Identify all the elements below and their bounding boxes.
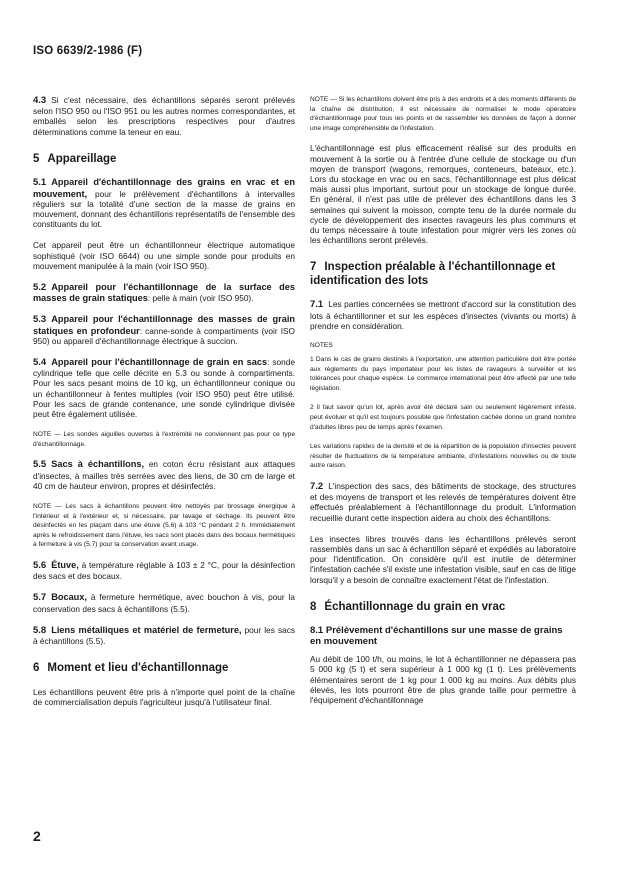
- clause-8-1-paragraph: Au débit de 100 t/h, ou moins, le lot à échantillonner ne dépassera pas 5 000 kg (5 t) et sera supérieur à 1 000 kg (1 t). Les prélèvements élémentaires seront de 1 kg pour 1 000 kg au moins. Aux débits plus élevés, les lots pourront être de plus grande taille pour permettre à l'équipement d'échantillonnage: [310, 654, 576, 706]
- note-7-1-3: Les variations rapides de la densité et de la répartition de la population d'insectes peuvent résulter de fluctuations de la température ambiante, d'infestations nouvelles ou de toute autre raison.: [310, 443, 576, 470]
- clause-number: 7.1: [310, 299, 324, 311]
- section-8-heading: [310, 601, 576, 615]
- section-number: 7: [310, 261, 317, 274]
- section-title: Appareillage: [47, 152, 117, 165]
- clause-text: pour les sacs à échantillons (5.5).: [33, 624, 296, 646]
- clause-5-8: [33, 625, 295, 646]
- right-column: [310, 95, 576, 716]
- clause-5-1: [33, 177, 295, 229]
- section-title: Moment et lieu d'échantillonnage: [47, 662, 229, 675]
- section-6-paragraph-2: L'échantillonnage est plus efficacement réalisé sur des produits en mouvement à la sortie ou à l'entrée d'une cellule de stockage ou d'un moyen de transport (wagons, remorques, conteneurs, bateaux, etc.). Lors du stockage en vrac ou en sacs, l'échantillonnage est plus délicat mais aussi plus important, surtout pour un stockage de longue durée. En général, il n'est pas utile de prélever des échantillons dans les 3 semaines qui suivent la moisson, compte tenu de la durée normale du cycle de développement des insectes ravageurs les plus communs et du temps nécessaire à toute infestation pour migrer vers les zones où les échantillons seront prélevés.: [310, 143, 576, 246]
- section-number: 6: [33, 662, 40, 675]
- page-number: 2: [33, 828, 41, 844]
- subsection-title: Prélèvement d'échantillons sur une masse de grains en mouvement: [310, 625, 563, 648]
- clause-5-1-paragraph: Cet appareil peut être un échantillonneur électrique automatique sophistiqué (voir ISO 6644) ou une simple sonde pour produits en mouvement manipulée à la main (voir ISO 950).: [33, 240, 295, 271]
- clause-number: 5.5: [33, 459, 47, 471]
- clause-number: 5.3: [33, 314, 47, 326]
- clause-bold-title: Appareil pour l'échantillonnage des masses de grain statiques en profondeur: [33, 314, 295, 336]
- clause-number: 5.4: [33, 356, 47, 368]
- clause-bold-title: Liens métalliques et matériel de fermeture,: [51, 624, 242, 635]
- clause-number: 5.2: [33, 281, 47, 293]
- clause-5-7: [33, 592, 295, 613]
- clause-text: à fermeture hermétique, avec bouchon à vis, pour la conservation des sacs à échantillons (5.5).: [33, 592, 295, 614]
- clause-7-2: [310, 481, 576, 523]
- note-7-1-1: 1 Dans le cas de grains destinés à l'exportation, une attention particulière doit être portée aux règlements du pays importateur pour les listes de ravageurs à surveiller et les tolérances pour chaque espèce. Le commerce international peut être affecté par une telle législation.: [310, 356, 576, 392]
- clause-text: : canne-sonde à compartiments (voir ISO 950) ou appareil d'échantillonnage électrique à succion.: [33, 325, 295, 346]
- notes-heading: NOTES: [310, 342, 333, 350]
- note-5-5: NOTE — Les sacs à échantillons peuvent être nettoyés par brossage énergique à l'intérieur et à l'extérieur et, si nécessaire, par lavage et séchage. Ils peuvent être désinfectés en les plaçant dans une étuve (5.6) à 103 °C pendant 2 h. Immédiatement après le refroidissement dans l'étuve, les sacs sont placés dans des bocaux hermétiques à fermeture à vis (5.7) pour la conservation avant usage.: [33, 502, 295, 549]
- note-5-4: NOTE — Les sondes aiguilles ouvertes à l'extrémité ne conviennent pas pour ce type d'échantillonnage.: [33, 431, 295, 448]
- clause-7-2-paragraph: Les insectes libres trouvés dans les échantillons prélevés seront rassemblés dans un sac à échantillon séparé et expédiés au laboratoire pour l'identification. On considère qu'il est inutile de déterminer l'infestation cachée s'il existe une infestation visible, sauf en cas de litige lorsqu'il y a besoin de connaître exactement l'état de l'infestation.: [310, 533, 576, 585]
- section-number: 8: [310, 600, 317, 613]
- clause-bold-title: Sacs à échantillons,: [51, 459, 145, 470]
- clause-bold-title: Appareil d'échantillonnage des grains en vrac et en mouvement,: [33, 177, 295, 199]
- section-5-heading: [33, 153, 295, 167]
- clause-5-3: [33, 314, 295, 346]
- clause-text: à température réglable à 103 ± 2 °C, pour la désinfection des sacs et des bocaux.: [33, 559, 295, 582]
- clause-number: 4.3: [33, 95, 47, 106]
- clause-5-2: [33, 282, 295, 303]
- clause-number: 5.8: [33, 624, 47, 636]
- section-number: 5: [33, 152, 40, 165]
- clause-text: en coton écru résistant aux attaques d'insectes, à mailles très serrées avec des liens, de 30 cm de large et 40 cm de hauteur environ, propres et désinfectés.: [33, 459, 295, 491]
- clause-text: L'inspection des sacs, des bâtiments de stockage, des structures et des moyens de transport et les relevés de températures doivent être effectués préalablement à l'échantillonnage du produit. L'information recueillie durant cette inspection aidera au choix des échantillons.: [310, 480, 576, 523]
- section-title: Inspection préalable à l'échantillonnage et identification des lots: [310, 261, 556, 287]
- clause-number: 7.2: [310, 480, 324, 492]
- clause-bold-title: Bocaux,: [51, 592, 87, 603]
- clause-5-4: [33, 357, 295, 419]
- section-title: Échantillonnage du grain en vrac: [324, 600, 506, 613]
- clause-number: 5.7: [33, 592, 47, 604]
- left-column: [33, 95, 295, 718]
- clause-5-5: [33, 459, 295, 491]
- clause-bold-title: Étuve,: [51, 559, 79, 570]
- clause-bold-title: Appareil pour l'échantillonnage de la surface des masses de grain statiques: [33, 281, 295, 304]
- note-section-6: NOTE — Si les échantillons doivent être pris à des endroits et à des moments différents de la chaîne de distribution, il est nécessaire de normaliser le mode opératoire d'échantillonnage pour tous les points et de rassembler les données de façon à donner une image compréhensible de l'infestation.: [310, 96, 576, 132]
- clause-4-3: [33, 95, 295, 137]
- section-6-heading: [33, 662, 295, 676]
- section-7-heading: [310, 261, 576, 288]
- page-header: ISO 6639/2-1986 (F): [33, 45, 143, 57]
- clause-text: : sonde cylindrique telle que celle décrite en 5.3 ou sonde à compartiments. Pour les sacs pesant moins de 10 kg, un échantillonneur conique ou un échantillonneur à fentes multiples (voir ISO 950) peut être utilisé. Pour les sacs de grande contenance, une sonde cylindrique divisée peut être également utilisée.: [33, 356, 295, 419]
- section-6-paragraph: Les échantillons peuvent être pris à n'importe quel point de la chaîne de commercialisation depuis l'agriculteur jusqu'à l'utilisateur final.: [33, 686, 295, 707]
- subsection-8-1-heading: [310, 625, 576, 647]
- clause-text: Si c'est nécessaire, des échantillons séparés seront prélevés selon l'ISO 950 ou l'ISO 951 ou les autres normes correspondantes, et emballés selon les prescriptions respectives pour d'autres déterminations comme la teneur en eau.: [33, 95, 295, 137]
- clause-text: : pelle à main (voir ISO 950).: [147, 293, 254, 304]
- clause-text: pour le prélèvement d'échantillons à intervalles réguliers sur la totalité d'une section de la masse de grains en mouvement, donnant des échantillons représentatifs de l'ensemble des constituants du lot.: [33, 188, 295, 230]
- clause-7-1: [310, 299, 576, 331]
- clause-5-6: [33, 560, 295, 581]
- clause-bold-title: Appareil pour l'échantillonnage de grain en sacs: [51, 356, 268, 367]
- note-7-1-2: 2 Il faut savoir qu'un lot, après avoir été déclaré sain ou seulement légèrement infesté, peut évoluer et qu'il est toujours possible que l'infestation cachée donne un grand nombre d'adultes libres peu de temps après l'examen.: [310, 404, 576, 431]
- clause-number: 5.1: [33, 177, 47, 189]
- subsection-number: 8.1: [310, 625, 324, 637]
- clause-text: Les parties concernées se mettront d'accord sur la constitution des lots à échantillonner et sur les espèces d'insectes (vivants ou morts) à prendre en considération.: [310, 299, 576, 331]
- clause-number: 5.6: [33, 559, 47, 571]
